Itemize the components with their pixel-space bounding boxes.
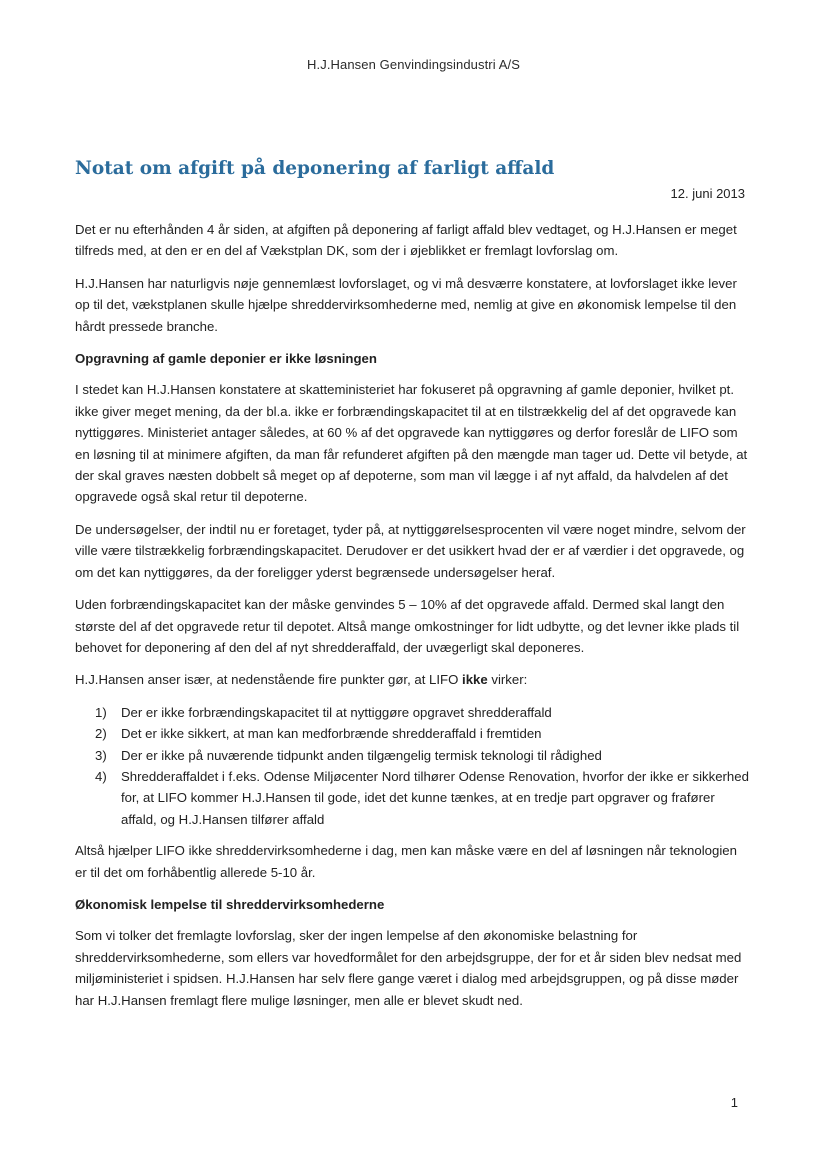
lifo-text-bold: ikke [462, 672, 488, 688]
paragraph-excavation: I stedet kan H.J.Hansen konstatere at skatteministeriet har fokuseret på opgravning af gamle deponier, hvilket pt. ikke giver meget mening, da der bl.a. ikke er forbrændingskapacitet til at en tilstrækkelig del af det opgravede kan nyttiggøres. Ministeriet antager således, at 60 % af det opgravede kan nyttiggøres og derfor foreslår de LIFO som en løsning til at minimere afgiften, da man får refunderet afgiften på den mængde man tager ud. Dette vil betyde, at der skal graves næsten dobbelt så meget op af depoterne, som man vil lægge i af nyt affald, da halvdelen af det opgravede også skal retur til depoterne. [75, 382, 748, 505]
list-item-text: Der er ikke på nuværende tidpunkt anden tilgængelig termisk teknologi til rådighed [121, 747, 602, 763]
section-heading-economic-relief: Økonomisk lempelse til shreddervirksomhederne [75, 896, 385, 912]
list-item-number: 2) [95, 726, 107, 742]
section-heading-excavation: Opgravning af gamle deponier er ikke løsningen [75, 351, 377, 367]
list-item [75, 745, 751, 766]
list-item-number: 3) [95, 747, 107, 763]
paragraph-law-review: H.J.Hansen har naturligvis nøje gennemlæst lovforslaget, og vi må desværre konstatere, at lovforslaget ikke lever op til det, vækstplanen skulle hjælpe shreddervirksomhederne med, nemlig at give en økonomisk lempelse til den hårdt pressede branche. [75, 275, 737, 334]
list-item [75, 766, 751, 830]
paragraph-lifo-points [75, 669, 751, 690]
lifo-text-before: H.J.Hansen anser især, at nedenstående fire punkter gør, at LIFO [75, 672, 463, 688]
lifo-text-after: virker: [487, 672, 528, 688]
document-body [75, 219, 751, 1022]
list-item-number: 4) [95, 768, 107, 784]
paragraph-economic-relief: Som vi tolker det fremlagte lovforslag, sker der ingen lempelse af den økonomiske belastning for shreddervirksomhederne, som ellers var hovedformålet for den arbejdsgruppe, der for et år siden blev nedsat med miljøministeriet i spidsen. H.J.Hansen har selv flere gange været i dialog med arbejdsgruppen, og på disse møder har H.J.Hansen fremlagt flere mulige løsninger, men alle er blevet skudt ned. [75, 928, 742, 1008]
document-title: Notat om afgift på deponering af farligt affald [75, 158, 555, 179]
page-number: 1 [730, 1095, 738, 1110]
list-item-text: Shredderaffaldet i f.eks. Odense Miljøcenter Nord tilhører Odense Renovation, hvorfor der ikke er sikkerhed for, at LIFO kommer H.J.Hansen til gode, idet det kunne tænkes, at en tredje part opgraver og frafører affald, og H.J.Hansen tilfører affald [121, 768, 749, 827]
paragraph-investigations: De undersøgelser, der indtil nu er foretaget, tyder på, at nyttiggørelsesprocenten vil være noget mindre, selvom der ville være tilstrækkelig forbrændingskapacitet. Derudover er det usikkert hvad der er af værdier i det opgravede, og om det kan nyttiggøres, da der foreligger yderst begrænsede undersøgelser heraf. [75, 521, 746, 580]
list-item-text: Det er ikke sikkert, at man kan medforbrænde shredderaffald i fremtiden [121, 726, 542, 742]
list-item [75, 723, 751, 744]
document-date: 12. juni 2013 [670, 186, 745, 201]
company-header: H.J.Hansen Genvindingsindustri A/S [307, 57, 520, 72]
list-item-text: Der er ikke forbrændingskapacitet til at nyttiggøre opgravet shredderaffald [121, 704, 552, 720]
paragraph-lifo-conclusion: Altså hjælper LIFO ikke shreddervirksomhederne i dag, men kan måske være en del af løsningen når teknologien er til det om forhåbentlig allerede 5-10 år. [75, 843, 737, 880]
lifo-points-list [75, 702, 751, 830]
list-item [75, 702, 751, 723]
list-item-number: 1) [95, 704, 107, 720]
paragraph-capacity: Uden forbrændingskapacitet kan der måske genvindes 5 – 10% af det opgravede affald. Dermed skal langt den største del af det opgravede retur til depotet. Altså mange omkostninger for lidt udbytte, og det levner ikke plads til behovet for deponering af den del af nyt shredderaffald, der uvægerligt skal deponeres. [75, 597, 740, 655]
paragraph-intro: Det er nu efterhånden 4 år siden, at afgiften på deponering af farligt affald blev vedtaget, og H.J.Hansen er meget tilfreds med, at den er en del af Vækstplan DK, som der i øjeblikket er fremlagt lovforslag om. [75, 222, 737, 259]
